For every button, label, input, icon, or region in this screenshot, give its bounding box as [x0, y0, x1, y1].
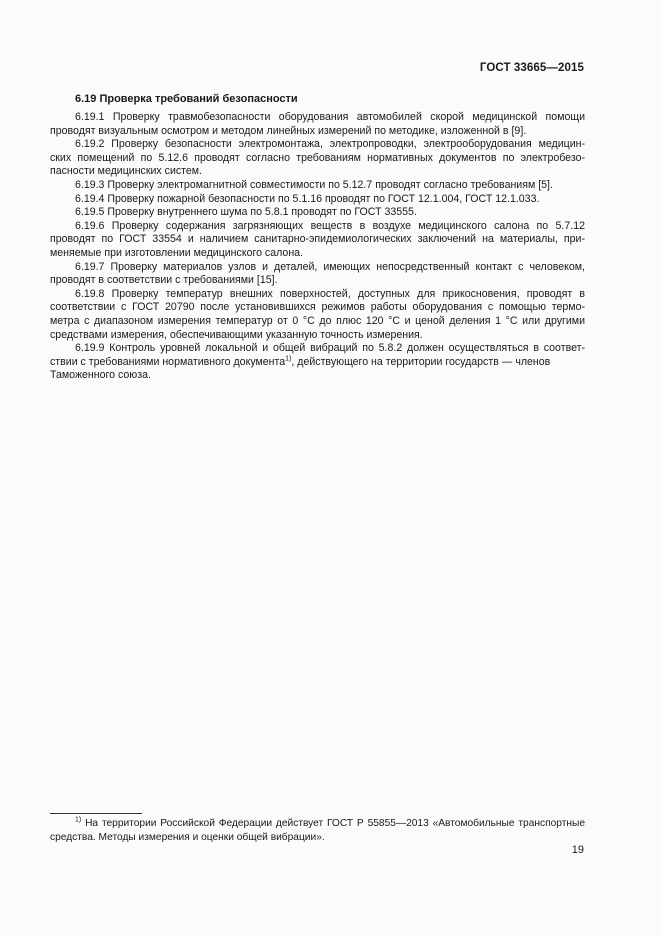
paragraph-line: 6.19.8 Проверку температур внешних поверхностей, доступных для прикосновения, проводят в	[75, 287, 585, 300]
page-number: 19	[571, 844, 584, 856]
paragraph-line: 6.19.4 Проверку пожарной безопасности по 5.1.16 проводят по ГОСТ 12.1.004, ГОСТ 12.1.033.	[75, 192, 540, 205]
paragraph-line: 6.19.3 Проверку электромагнитной совместимости по 5.12.7 проводят согласно требованиям [5].	[75, 178, 553, 191]
paragraph-line: проводят в соответствии с требованиями [15].	[50, 274, 278, 287]
paragraph-line: ских помещений по 5.12.6 проводят согласно требованиям нормативных документов по электробезо-	[50, 151, 585, 164]
footnote-reference[interactable]: 1)	[285, 355, 292, 363]
paragraph-line: 6.19.6 Проверку содержания загрязняющих веществ в воздухе медицинского салона по 5.7.12	[75, 219, 585, 232]
paragraph-line: пасности медицинских систем.	[50, 165, 203, 178]
paragraph-line: 6.19.7 Проверку материалов узлов и деталей, имеющих непосредственный контакт с человеком,	[75, 260, 585, 273]
footnote	[50, 817, 585, 844]
paragraph-line	[50, 356, 585, 370]
footnote-line	[50, 817, 585, 831]
paragraph-line: 6.19.1 Проверку травмобезопасности оборудования автомобилей скорой медицинской помощи	[75, 111, 585, 123]
paragraph-line: 6.19.5 Проверку внутреннего шума по 5.8.1 проводят по ГОСТ 33555.	[75, 206, 417, 219]
paragraph-line: Таможенного союза.	[50, 369, 151, 382]
section-title: 6.19 Проверка требований безопасности	[75, 93, 298, 105]
paragraph-line: средствами измерения, обеспечивающими указанную точность измерения.	[50, 328, 423, 341]
footnote-text: На территории Российской Федерации действует ГОСТ Р 55855—2013 «Автомобильные транспортные	[85, 818, 585, 829]
footnote-line: средства. Методы измерения и оценки общей вибрации».	[50, 831, 325, 843]
paragraph-line: меняемые при изготовлении медицинского салона.	[50, 246, 304, 259]
document-code: ГОСТ 33665—2015	[479, 62, 584, 74]
footnote-marker: 1)	[75, 816, 82, 824]
paragraph-line: 6.19.2 Проверку безопасности электромонтажа, электропроводки, электрооборудования медицин-	[75, 138, 585, 151]
line-text: ствии с требованиями нормативного документа	[50, 355, 286, 368]
line-text: , действующего на территории государств — членов	[291, 355, 551, 368]
footnote-divider	[50, 813, 142, 814]
paragraph-line: 6.19.9 Контроль уровней локальной и общей вибраций по 5.8.2 должен осуществляться в соответ-	[75, 342, 585, 355]
paragraph-line: соответствии с ГОСТ 20790 после установившихся режимов работы оборудования с помощью термо-	[50, 301, 585, 314]
paragraph-line: проводят визуальным осмотром и методом линейных измерений по методике, изложенной в [9].	[50, 124, 527, 137]
paragraph-line: проводят по ГОСТ 33554 и наличием санитарно-эпидемиологических заключений на материалы, при-	[50, 233, 585, 246]
paragraph-line: метра с диапазоном измерения температур от 0 °С до плюс 120 °С и ценой деления 1 °С или другими	[50, 314, 585, 327]
body-text	[50, 111, 585, 383]
